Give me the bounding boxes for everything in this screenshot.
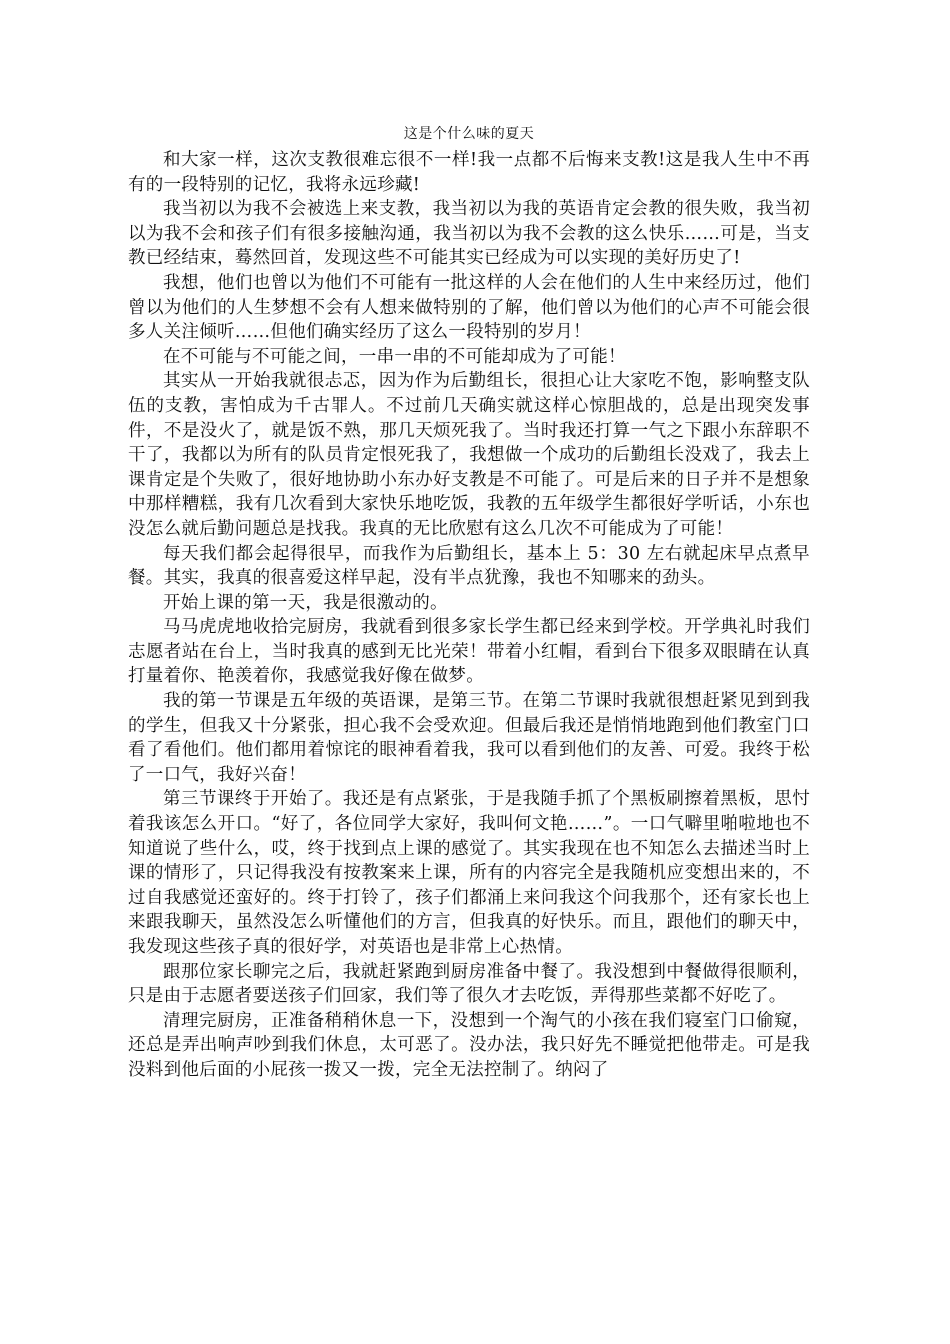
document-page [128, 124, 810, 1083]
paragraph: 我的第一节课是五年级的英语课，是第三节。在第二节课时我就很想赶紧见到到我的学生，但我又十分紧张，担心我不会受欢迎。但最后我还是悄悄地跑到他们教室门口看了看他们。他们都用着惊诧的眼神看着我，我可以看到他们的友善、可爱。我终于松了一口气，我好兴奋！ [128, 691, 810, 785]
paragraph: 开始上课的第一天，我是很激动的。 [163, 592, 448, 613]
paragraph: 我当初以为我不会被选上来支教，我当初以为我的英语肯定会教的很失败，我当初以为我不会和孩子们有很多接触沟通，我当初以为我不会教的这么快乐……可是，当支教已经结束，蓦然回首，发现这些不可能其实已经成为可以实现的美好历史了! [128, 199, 810, 269]
paragraph: 第三节课终于开始了。我还是有点紧张，于是我随手抓了个黑板刷擦着黑板，思忖着我该怎么开口。“好了，各位同学大家好，我叫何文艳……”。一口气噼里啪啦地也不知道说了些什么，哎，终于找到点上课的感觉了。其实我现在也不知怎么去描述当时上课的情形了，只记得我没有按教案来上课，所有的内容完全是我随机应变想出来的，不过自我感觉还蛮好的。终于打铃了，孩子们都涌上来问我这个问我那个，还有家长也上来跟我聊天，虽然没怎么听懂他们的方言，但我真的好快乐。而且，跟他们的聊天中，我发现这些孩子真的很好学，对英语也是非常上心热情。 [128, 789, 810, 957]
paragraph: 马马虎虎地收拾完厨房，我就看到很多家长学生都已经来到学校。开学典礼时我们志愿者站在台上，当时我真的感到无比光荣！带着小红帽，看到台下很多双眼睛在认真打量着你、艳羡着你，我感觉我好像在做梦。 [128, 617, 810, 687]
paragraph: 每天我们都会起得很早，而我作为后勤组长，基本上 5：30 左右就起床早点煮早餐。其实，我真的很喜爱这样早起，没有半点犹豫，我也不知哪来的劲头。 [128, 543, 810, 589]
paragraph: 清理完厨房，正准备稍稍休息一下，没想到一个淘气的小孩在我们寝室门口偷窥，还总是弄出响声吵到我们休息，太可恶了。没办法，我只好先不睡觉把他带走。可是我没料到他后面的小屁孩一拨又一拨，完全无法控制了。纳闷了 [128, 1010, 810, 1080]
paragraph: 跟那位家长聊完之后，我就赶紧跑到厨房准备中餐了。我没想到中餐做得很顺利，只是由于志愿者要送孩子们回家，我们等了很久才去吃饭，弄得那些菜都不好吃了。 [128, 961, 810, 1007]
document-title: 这是个什么味的夏天 [403, 126, 535, 142]
paragraph: 其实从一开始我就很忐忑，因为作为后勤组长，很担心让大家吃不饱，影响整支队伍的支教，害怕成为千古罪人。不过前几天确实就这样心惊胆战的，总是出现突发事件，不是没火了，就是饭不熟，那几天烦死我了。当时我还打算一气之下跟小东辞职不干了，我都以为所有的队员肯定恨死我了，我想做一个成功的后勤组长没戏了，我去上课肯定是个失败了，很好地协助小东办好支教是不可能了。可是后来的日子并不是想象中那样糟糕，我有几次看到大家快乐地吃饭，我教的五年级学生都很好学听话，小东也没怎么就后勤问题总是找我。我真的无比欣慰有这么几次不可能成为了可能！ [128, 371, 810, 539]
paragraph: 和大家一样，这次支教很难忘很不一样!我一点都不后悔来支教!这是我人生中不再有的一段特别的记忆，我将永远珍藏! [128, 150, 810, 195]
paragraph: 我想，他们也曾以为他们不可能有一批这样的人会在他们的人生中来经历过，他们曾以为他们的人生梦想不会有人想来做特别的了解，他们曾以为他们的心声不可能会很多人关注倾听……但他们确实经历了这么一段特别的岁月！ [128, 272, 810, 343]
paragraph: 在不可能与不可能之间，一串一串的不可能却成为了可能！ [163, 346, 626, 367]
